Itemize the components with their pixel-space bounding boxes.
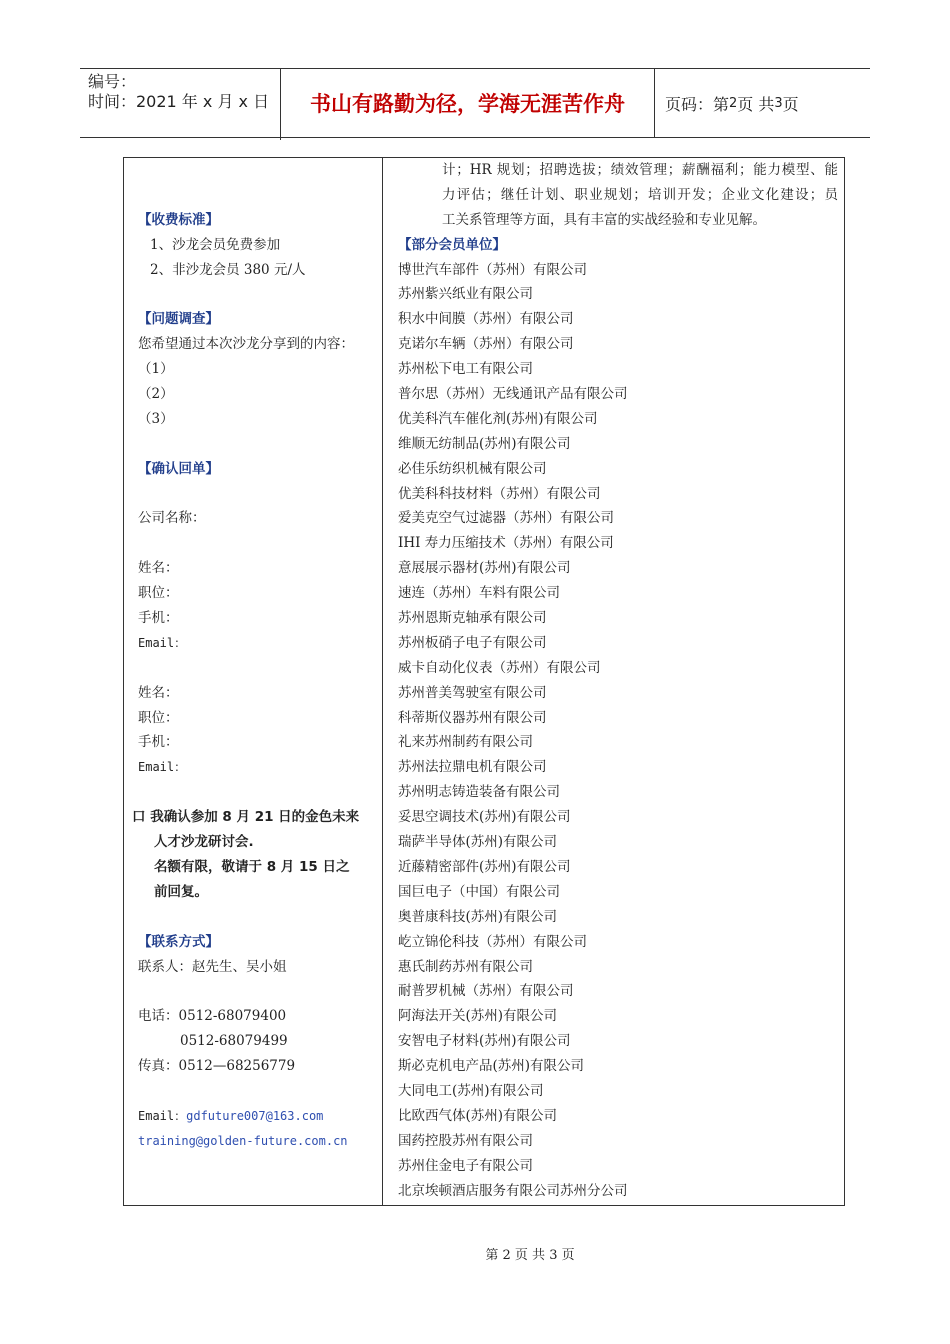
content-table [123,157,845,1206]
member-company: 苏州普美驾驶室有限公司 [398,684,547,701]
page-current: 2 [729,95,738,111]
email-link-1[interactable]: gdfuture007@163.com [186,1108,324,1123]
survey-item: （1） [138,361,174,378]
column-divider [382,158,383,1205]
member-company: 苏州住金电子有限公司 [398,1157,533,1174]
member-company: 屹立锦伦科技（苏州）有限公司 [398,933,587,950]
member-company: 博世汽车部件（苏州）有限公司 [398,261,587,278]
header-page-number [655,69,880,137]
left-column [132,158,378,1154]
mobile-field-1[interactable]: 手机： [138,610,179,627]
member-company: 奥普康科技(苏州)有限公司 [398,908,558,925]
survey-question: 您希望通过本次沙龙分享到的内容： [138,336,354,353]
member-company: 苏州紫兴纸业有限公司 [398,286,533,303]
confirm-checkbox[interactable]: 口 我确认参加 8 月 21 日的金色未来 [132,809,360,826]
position-field-2[interactable]: 职位： [138,709,179,726]
fee-item-1: 1、沙龙会员免费参加 [150,236,281,253]
member-company: 普尔思（苏州）无线通讯产品有限公司 [398,386,628,403]
name-field-1[interactable]: 姓名： [138,560,179,577]
member-company: 比欧西气体(苏州)有限公司 [398,1107,558,1124]
intro-line: 计；HR 规划；招聘选拔；绩效管理；薪酬福利；能力模型、能 [442,162,838,178]
phone-2: 0512-68079499 [180,1033,288,1050]
member-company: 妥思空调技术(苏州)有限公司 [398,809,571,826]
email-field-2[interactable]: Email： [138,760,187,775]
member-company: IHI 寿力压缩技术（苏州）有限公司 [398,535,614,552]
page-total: 3 [774,95,783,111]
member-company: 国巨电子（中国）有限公司 [398,883,560,900]
fee-section-title: 【收费标准】 [138,211,219,228]
page-header [80,68,870,138]
header-meta [80,69,281,140]
mobile-field-2[interactable]: 手机： [138,734,179,751]
member-list [398,258,838,1204]
member-company: 大同电工(苏州)有限公司 [398,1082,544,1099]
member-company: 北京埃顿酒店服务有限公司苏州分公司 [398,1182,628,1199]
member-company: 积水中间膜（苏州）有限公司 [398,311,574,328]
company-name-field[interactable]: 公司名称： [138,510,206,527]
member-company: 斯必克机电产品(苏州)有限公司 [398,1058,585,1075]
member-company: 必佳乐纺织机械有限公司 [398,460,547,477]
member-company: 优美科汽车催化剂(苏州)有限公司 [398,410,598,427]
email-link-2[interactable]: training@golden-future.com.cn [138,1133,348,1148]
position-field-1[interactable]: 职位： [138,585,179,602]
member-company: 爱美克空气过滤器（苏州）有限公司 [398,510,614,527]
member-company: 安智电子材料(苏州)有限公司 [398,1033,571,1050]
member-company: 科蒂斯仪器苏州有限公司 [398,709,547,726]
page-prefix: 页码：第 [665,94,730,114]
member-company: 意展展示器材(苏州)有限公司 [398,560,571,577]
member-company: 近藤精密部件(苏州)有限公司 [398,858,571,875]
member-company: 阿海法开关(苏州)有限公司 [398,1008,558,1025]
intro-line: 工关系管理等方面，具有丰富的实战经验和专业见解。 [442,211,766,228]
intro-line: 力评估；继任计划、职业规划；培训开发；企业文化建设；员 [442,186,838,203]
member-company: 克诺尔车辆（苏州）有限公司 [398,336,574,353]
page-suffix: 页 [782,94,799,114]
page-mid: 页 共 [737,94,775,114]
member-company: 耐普罗机械（苏州）有限公司 [398,983,574,1000]
doc-number: 编号： [88,72,137,91]
member-company: 礼来苏州制药有限公司 [398,734,533,751]
member-company: 苏州板硝子电子有限公司 [398,634,547,651]
confirm-text: 前回复。 [154,883,208,900]
member-company: 苏州恩斯克轴承有限公司 [398,610,547,627]
member-company: 惠氏制药苏州有限公司 [398,958,533,975]
member-company: 苏州松下电工有限公司 [398,361,533,378]
survey-item: （2） [138,386,174,403]
name-field-2[interactable]: 姓名： [138,684,179,701]
fee-item-2: 2、非沙龙会员 380 元/人 [150,261,306,278]
member-company: 威卡自动化仪表（苏州）有限公司 [398,659,601,676]
member-company: 苏州法拉鼎电机有限公司 [398,759,547,776]
contact-section-title: 【联系方式】 [138,933,219,950]
right-column [398,158,838,1203]
confirm-text: 名额有限，敬请于 8 月 15 日之 [154,858,350,875]
email-field-1[interactable]: Email： [138,635,187,650]
email-line-1 [138,1104,378,1129]
member-company: 优美科科技材料（苏州）有限公司 [398,485,601,502]
member-company: 国药控股苏州有限公司 [398,1132,533,1149]
confirm-section-title: 【确认回单】 [138,460,219,477]
doc-time: 时间：2021 年 x 月 x 日 [88,92,270,111]
member-company: 维顺无纺制品(苏州)有限公司 [398,435,571,452]
members-section-title: 【部分会员单位】 [398,236,506,253]
footer-page-number: 第 2 页 共 3 页 [485,1248,575,1263]
fax: 传真：0512—68256779 [138,1058,296,1075]
confirm-text: 人才沙龙研讨会. [154,834,254,851]
contact-person: 联系人：赵先生、吴小姐 [138,958,287,975]
page-footer [0,1244,950,1263]
member-company: 苏州明志铸造装备有限公司 [398,784,560,801]
survey-section-title: 【问题调查】 [138,311,219,328]
header-motto: 书山有路勤为径，学海无涯苦作舟 [281,69,655,137]
member-company: 速连（苏州）车料有限公司 [398,585,560,602]
survey-item: （3） [138,410,174,427]
member-company: 瑞萨半导体(苏州)有限公司 [398,834,558,851]
email-prefix: Email： [138,1108,187,1123]
phone-1: 电话：0512-68079400 [138,1008,287,1025]
